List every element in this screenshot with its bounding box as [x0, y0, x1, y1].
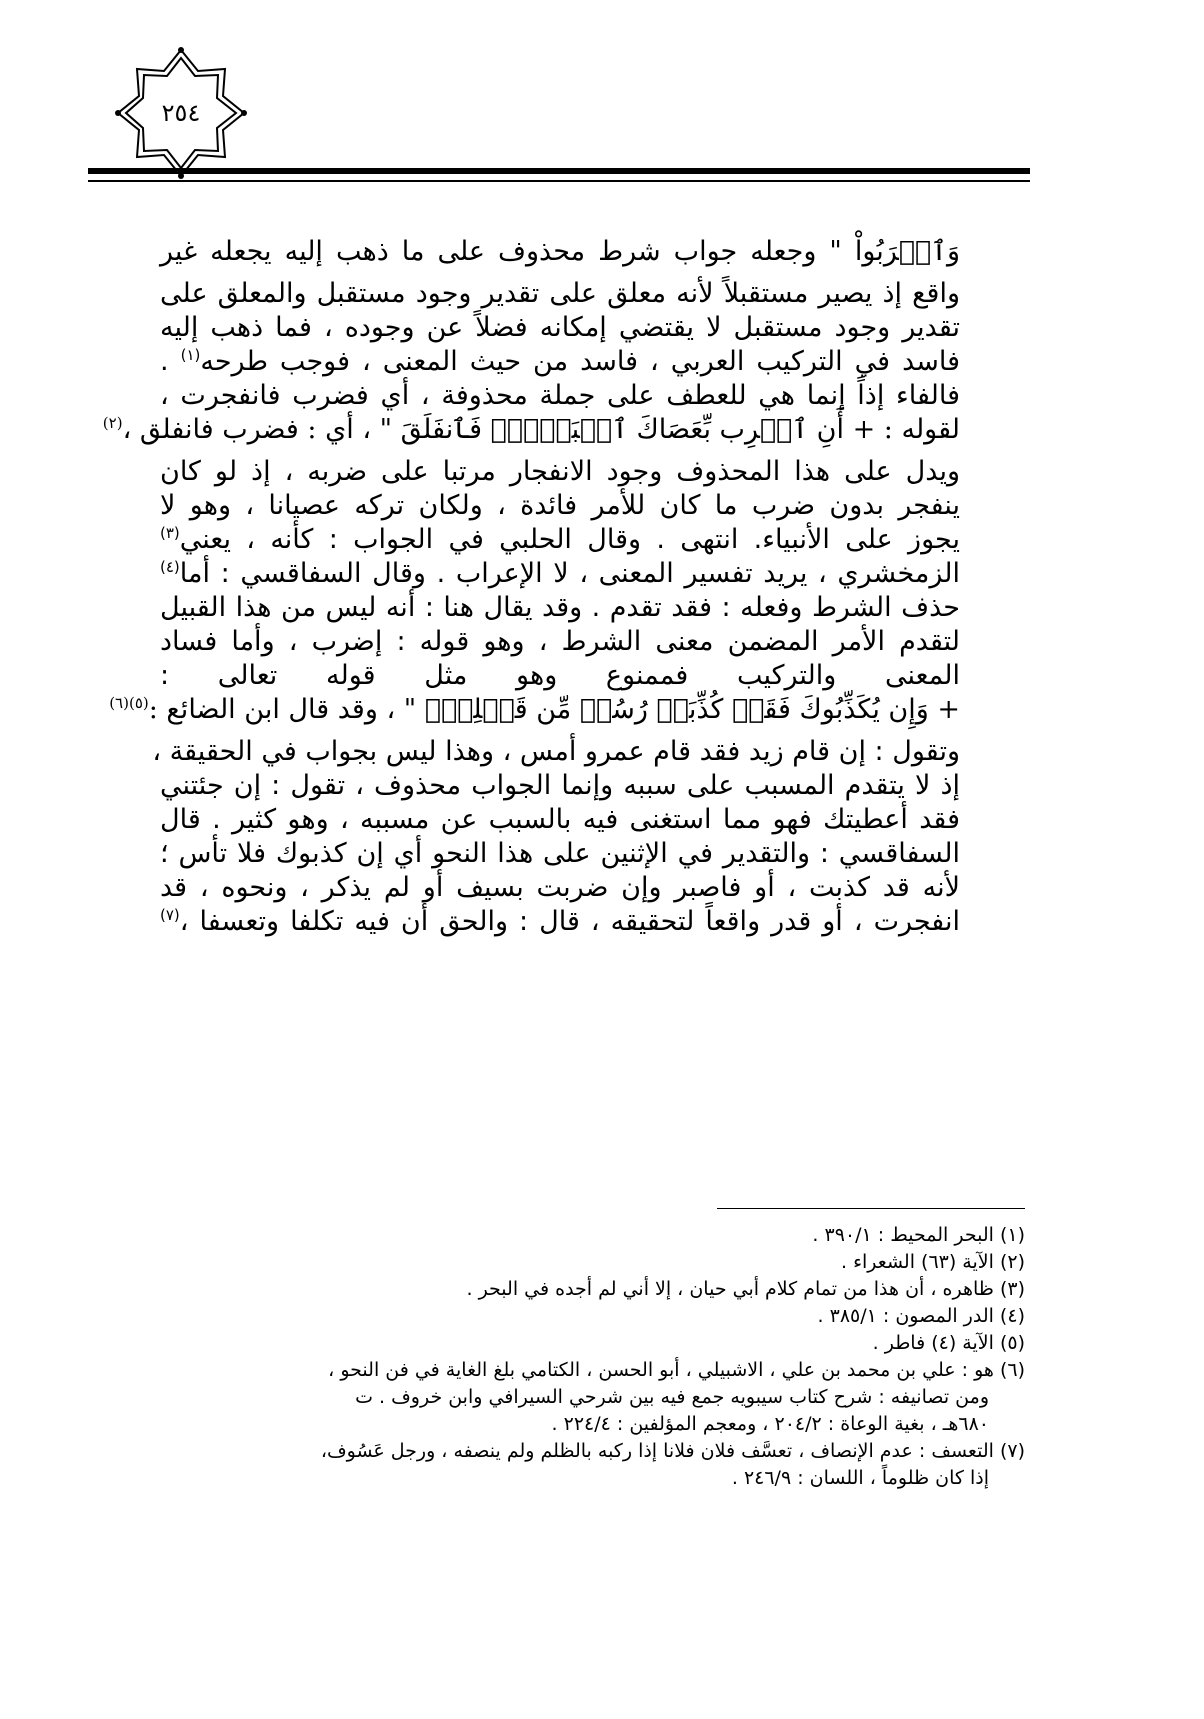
text-line: فاسد في التركيب العربي ، فاسد من حيث المعنى ، فوجب طرحه$^{(١)}$ . — [160, 346, 960, 377]
footnote-ref: (٤) — [160, 558, 180, 576]
footnote-ref: (٥) — [128, 694, 149, 712]
header-rule-thin — [88, 180, 1030, 182]
text-line: لتقدم الأمر المضمن معنى الشرط ، وهو قوله : إضرب ، وأما فساد — [160, 626, 960, 657]
footnote: (٦) هو : علي بن محمد بن علي ، الاشبيلي ، أبو الحسن ، الكتامي بلغ الغاية في فن النحو ، — [328, 1359, 1025, 1381]
text-line: واقع إذ يصير مستقبلاً لأنه معلق على تقدير وجود مستقبل والمعلق على — [160, 278, 960, 309]
footnote: (١) البحر المحيط : ٣٩٠/١ . — [812, 1224, 1025, 1246]
footnote-ref: (١) — [180, 346, 201, 364]
header-rule-thick — [88, 168, 1030, 174]
footnote: (٤) الدر المصون : ٣٨٥/١ . — [817, 1305, 1025, 1327]
text-line: تقدير وجود مستقبل لا يقتضي إمكانه فضلاً عن وجوده ، فما ذهب إليه — [160, 312, 960, 343]
footnote: (٢) الآية (٦٣) الشعراء . — [841, 1251, 1025, 1273]
text-line: ويدل على هذا المحذوف وجود الانفجار مرتبا على ضربه ، إذ لو كان — [160, 456, 960, 487]
text-line: إذ لا يتقدم المسبب على سببه وإنما الجواب محذوف ، تقول : إن جئتني — [160, 770, 960, 801]
footnote-separator — [717, 1208, 1025, 1209]
footnote-continuation: ٦٨٠هـ ، بغية الوعاة : ٢٠٤/٢ ، ومعجم المؤلفين : ٢٢٤/٤ . — [551, 1413, 989, 1435]
footnote: (٥) الآية (٤) فاطر . — [872, 1332, 1025, 1354]
footnotes — [150, 1222, 1025, 1492]
text-line: فالفاء إذاً إنما هي للعطف على جملة محذوفة ، أي فضرب فانفجرت ، — [160, 380, 960, 411]
text-line: لأنه قد كذبت ، أو فاصبر وإن ضربت بسيف أو لم يذكر ، ونحوه ، قد — [160, 872, 960, 903]
footnote-ref: (٢) — [102, 414, 123, 432]
text-line: الزمخشري ، يريد تفسير المعنى ، لا الإعراب . وقال السفاقسي : أما$^{(٤)}$ — [160, 558, 960, 589]
footnote-ref: (٦) — [109, 694, 129, 712]
page-number: ٢٥٤ — [161, 99, 201, 127]
footnote: (٣) ظاهره ، أن هذا من تمام كلام أبي حيان ، إلا أني لم أجده في البحر . — [466, 1278, 1025, 1300]
text-line: ينفجر بدون ضرب ما كان للأمر فائدة ، ولكان تركه عصيانا ، وهو لا — [160, 490, 960, 521]
footnote-ref: (٣) — [160, 524, 180, 542]
text-line: فقد أعطيتك فهو مما استغنى فيه بالسبب عن مسببه ، وهو كثير . قال — [160, 804, 960, 835]
page-number-badge — [112, 44, 250, 182]
text-line: حذف الشرط وفعله : فقد تقدم . وقد يقال هنا : أنه ليس من هذا القبيل — [160, 592, 960, 623]
footnote-ref: (٧) — [160, 906, 180, 924]
body-text — [102, 235, 960, 939]
text-line: وتقول : إن قام زيد فقد قام عمرو أمس ، وهذا ليس بجواب في الحقيقة ، — [152, 736, 960, 767]
footnote-continuation: إذا كان ظلوماً ، اللسان : ٢٤٦/٩ . — [731, 1467, 989, 1489]
text-line: السفاقسي : والتقدير في الإثنين على هذا النحو أي إن كذبوك فلا تأس ؛ — [160, 838, 960, 869]
text-line: لقوله : + أَنِ ٱضۡرِب بِّعَصَاكَ ٱلۡبَحۡرَۖ فَٱنفَلَقَ " ، أي : فضرب فانفلق ،$^{(٢)}$ — [102, 414, 960, 445]
text-line: + وَإِن يُكَذِّبُوكَ فَقَدۡ كُذِّبَتۡ رُسُلٞ مِّن قَبۡلِكَۚ " ، وقد قال ابن الضائع :$^{(٥)(٦)}$ — [109, 694, 960, 725]
footnote: (٧) التعسف : عدم الإنصاف ، تعسَّف فلان فلانا إذا ركبه بالظلم ولم ينصفه ، ورجل عَسُوف، — [320, 1440, 1025, 1462]
footnote-continuation: ومن تصانيفه : شرح كتاب سيبويه جمع فيه بين شرحي السيرافي وابن خروف . ت — [355, 1386, 989, 1408]
text-line: انفجرت ، أو قدر واقعاً لتحقيقه ، قال : والحق أن فيه تكلفا وتعسفا ،$^{(٧)}$ — [160, 906, 960, 937]
text-line: وَٱشۡرَبُواْ " وجعله جواب شرط محذوف على ما ذهب إليه يجعله غير — [160, 236, 960, 267]
text-line: المعنى والتركيب فممنوع وهو مثل قوله تعالى : — [160, 660, 960, 691]
text-line: يجوز على الأنبياء. انتهى . وقال الحلبي في الجواب : كأنه ، يعني$^{(٣)}$ — [160, 524, 960, 555]
